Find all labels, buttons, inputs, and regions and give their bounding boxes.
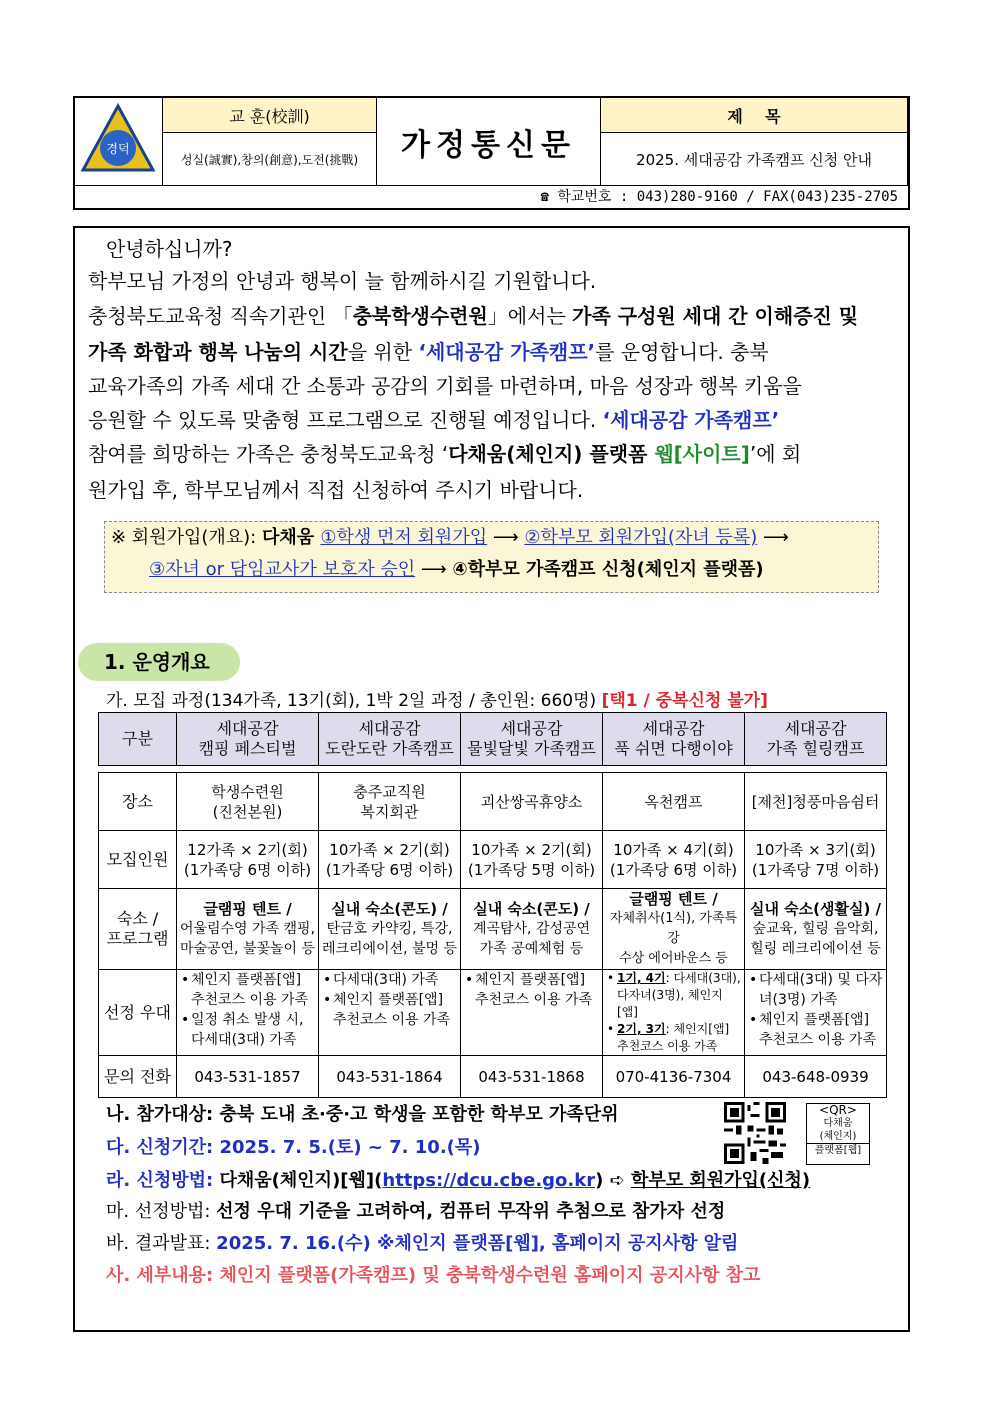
table-cell: • 체인지 플랫폼[앱] 추천코스 이용 가족 • 일정 취소 발생 시, 다세대(3대) 가족 — [177, 970, 319, 1056]
table-cell: 043-531-1868 — [461, 1056, 603, 1098]
column-header: 세대공감 가족 힐링캠프 — [745, 713, 887, 766]
qr-caption: <QR> 다채움 (체인지) 플랫폼[웹] — [806, 1103, 870, 1165]
subject-label: 제 목 — [601, 98, 908, 133]
table-cell: 10가족 × 2기(회) (1가족당 6명 이하) — [319, 831, 461, 889]
qr-code-icon[interactable] — [724, 1102, 786, 1164]
table-cell: [제천]청풍마음쉼터 — [745, 773, 887, 831]
school-logo — [75, 98, 163, 186]
table-cell: 글램핑 텐트 / 어울림수영 가족 캠핑, 마술공연, 불꽃놀이 등 — [177, 889, 319, 970]
table-cell: 학생수련원 (진천본원) — [177, 773, 319, 831]
newsletter-title: 가정통신문 — [377, 98, 601, 186]
intro-line-3: 충청북도교육청 직속기관인 「충북학생수련원」에서는 가족 구성원 세대 간 이해증진 및 — [88, 304, 859, 328]
camp-table — [98, 712, 887, 1098]
intro-line-2: 학부모님 가정의 안녕과 행복이 늘 함께하시길 기원합니다. — [88, 269, 597, 293]
section-title: 1. 운영개요 — [78, 643, 240, 681]
table-cell: • 체인지 플랫폼[앱] 추천코스 이용 가족 — [461, 970, 603, 1056]
signup-step-4: ④학부모 가족캠프 신청(체인지 플랫폼) — [452, 559, 764, 580]
recruit-summary: 가. 모집 과정(134가족, 13기(회), 1박 2일 과정 / 총인원: 660명) [택1 / 중복신청 불가] — [106, 691, 768, 711]
signup-step-2: ②학부모 회원가입(자녀 등록) — [524, 527, 758, 548]
signup-notice: ※ 회원가입(개요): 다채움 ①학생 먼저 회원가입 ⟶ ②학부모 회원가입(자녀 등록) ⟶ ③자녀 or 담임교사가 보호자 승인 ⟶ ④학부모 가족캠프 신청(체인지 플랫폼) — [104, 521, 879, 593]
column-header: 세대공감 물빛달빛 가족캠프 — [461, 713, 603, 766]
column-header: 세대공감 푹 쉬면 다행이야 — [603, 713, 745, 766]
newsletter-header — [73, 96, 910, 210]
signup-step-3: ③자녀 or 담임교사가 보호자 승인 — [149, 559, 416, 580]
table-cell: 043-648-0939 — [745, 1056, 887, 1098]
greeting: 안녕하십니까? — [106, 237, 233, 261]
table-cell: 12가족 × 2기(회) (1가족당 6명 이하) — [177, 831, 319, 889]
table-row — [99, 831, 887, 889]
row-header: 장소 — [99, 773, 177, 831]
table-cell: 10가족 × 2기(회) (1가족당 5명 이하) — [461, 831, 603, 889]
table-cell: 실내 숙소(생활실) / 숲교육, 힐링 음악회, 힐링 레크리에이션 등 — [745, 889, 887, 970]
subject-value: 2025. 세대공감 가족캠프 신청 안내 — [601, 133, 908, 186]
intro-line-7: 참여를 희망하는 가족은 충청북도교육청 ‘다채움(체인지) 플랫폼 웹[사이트]’에 회 — [88, 442, 802, 466]
row-header: 선정 우대 — [99, 970, 177, 1056]
row-header: 모집인원 — [99, 831, 177, 889]
table-header-row — [99, 713, 887, 766]
signup-step-1: ①학생 먼저 회원가입 — [320, 527, 488, 548]
table-cell: 10가족 × 3기(회) (1가족당 7명 이하) — [745, 831, 887, 889]
row-header: 문의 전화 — [99, 1056, 177, 1098]
apply-link[interactable]: https://dcu.cbe.go.kr — [382, 1170, 596, 1191]
table-cell: 괴산쌍곡휴양소 — [461, 773, 603, 831]
table-row — [99, 970, 887, 1056]
table-cell: 충주교직원 복지회관 — [319, 773, 461, 831]
table-cell: 실내 숙소(콘도) / 탄금호 카약킹, 특강, 레크리에이션, 불멍 등 — [319, 889, 461, 970]
detail-ma: 마. 선정방법: 선정 우대 기준을 고려하여, 컴퓨터 무작위 추첨으로 참가자 선정 — [106, 1201, 726, 1222]
table-cell: 070-4136-7304 — [603, 1056, 745, 1098]
column-header: 세대공감 도란도란 가족캠프 — [319, 713, 461, 766]
table-cell: • 1기, 4기: 다세대(3대), 다자녀(3명), 체인지[앱] • 2기, 3기: 체인지[앱] 추천코스 이용 가족 — [603, 970, 745, 1056]
table-cell: 043-531-1864 — [319, 1056, 461, 1098]
intro-line-4: 가족 화합과 행복 나눔의 시간을 위한 ‘세대공감 가족캠프’를 운영합니다. 충북 — [88, 340, 769, 364]
table-cell: 실내 숙소(콘도) / 계곡탐사, 감성공연 가족 공예체험 등 — [461, 889, 603, 970]
notice-prefix: ※ 회원가입(개요): — [111, 527, 262, 548]
detail-sa: 사. 세부내용: 체인지 플랫폼(가족캠프) 및 충북학생수련원 홈페이지 공지사항 참고 — [106, 1265, 761, 1286]
table-corner: 구분 — [99, 713, 177, 766]
intro-line-5: 교육가족의 가족 세대 간 소통과 공감의 기회를 마련하며, 마음 성장과 행복 키움을 — [88, 374, 802, 398]
intro-line-6: 응원할 수 있도록 맞춤형 프로그램으로 진행될 예정입니다. ‘세대공감 가족캠프’ — [88, 408, 780, 432]
table-cell: 10가족 × 4기(회) (1가족당 6명 이하) — [603, 831, 745, 889]
table-cell: 옥천캠프 — [603, 773, 745, 831]
school-emblem-icon — [75, 98, 161, 184]
detail-da: 다. 신청기간: 2025. 7. 5.(토) ~ 7. 10.(목) — [106, 1137, 481, 1158]
column-header: 세대공감 캠핑 페스티벌 — [177, 713, 319, 766]
logo-text: 경덕 — [106, 142, 130, 156]
table-cell: 043-531-1857 — [177, 1056, 319, 1098]
detail-ba: 바. 결과발표: 2025. 7. 16.(수) ※체인지 플랫폼[웹], 홈페이지 공지사항 알림 — [106, 1233, 739, 1254]
table-row — [99, 889, 887, 970]
table-cell: • 다세대(3대) 가족 • 체인지 플랫폼[앱] 추천코스 이용 가족 — [319, 970, 461, 1056]
table-row — [99, 773, 887, 831]
motto-label: 교 훈(校訓) — [163, 98, 377, 133]
motto-value: 성실(誠實),창의(創意),도전(挑戰) — [163, 133, 377, 186]
intro-line-8: 원가입 후, 학부모님께서 직접 신청하여 주시기 바랍니다. — [88, 478, 584, 502]
detail-na: 나. 참가대상: 충북 도내 초·중·고 학생을 포함한 학부모 가족단위 — [106, 1104, 619, 1125]
school-phone: ☎ 학교번호 : 043)280-9160 / FAX(043)235-2705 — [540, 189, 898, 205]
table-cell: • 다세대(3대) 및 다자녀(3명) 가족 • 체인지 플랫폼[앱] 추천코스 이용 가족 — [745, 970, 887, 1056]
row-header: 숙소 / 프로그램 — [99, 889, 177, 970]
table-row — [99, 1056, 887, 1098]
detail-ra: 라. 신청방법: 다채움(체인지)[웹](https://dcu.cbe.go.kr) ➪ 학부모 회원가입(신청) — [106, 1170, 811, 1191]
table-cell: 글램핑 텐트 / 자체취사(1식), 가족특강 수상 에어바운스 등 — [603, 889, 745, 970]
